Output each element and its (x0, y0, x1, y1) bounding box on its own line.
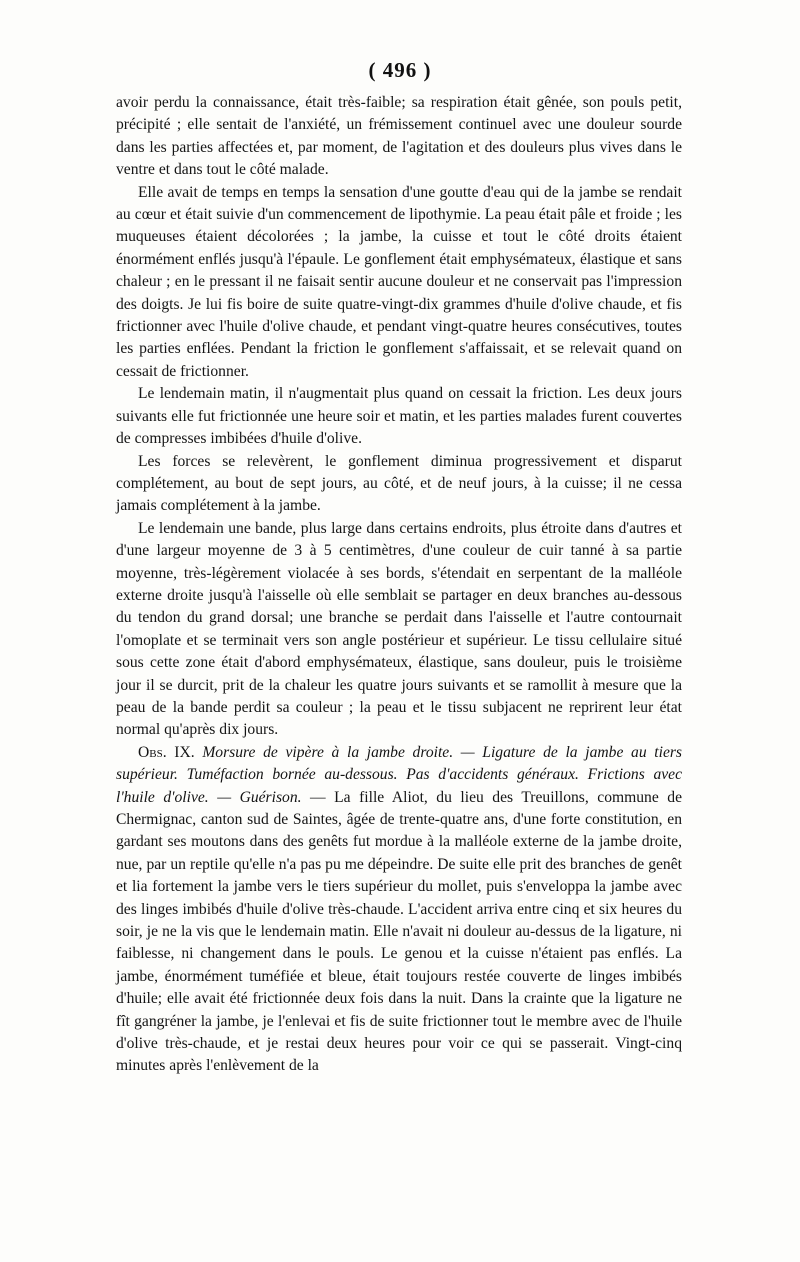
observation-label: Obs. IX. (138, 743, 195, 761)
paragraph-band: Le lendemain une bande, plus large dans certains endroits, plus étroite dans d'autres et d'une largeur moyenne de 3 à 5 centimètres, d'une couleur de cuir tanné à sa partie moyenne, très-légèrement violacée à ses bords, s'étendait en serpentant de la malléole externe droite jusqu'à l'aisselle où elle semblait se partager en deux branches au-dessous du tendon du grand dorsal; une branche se perdait dans l'aisselle et l'autre contournait l'omoplate et se terminait vers son angle postérieur et supérieur. Le tissu cellulaire situé sous cette zone était d'abord emphysémateux, élastique, sans douleur, puis le troisième jour il se durcit, prit de la chaleur les quatre jours suivants et se ramollit à mesure que la peau de la bande perdit sa couleur ; la peau et le tissu subjacent ne reprirent leur état normal qu'après dix jours. (116, 519, 682, 739)
body-text (116, 92, 682, 1078)
observation-text: — La fille Aliot, du lieu des Treuillons, commune de Chermignac, canton sud de Saintes, âgée de trente-quatre ans, d'une forte constitution, en gardant ses moutons dans des genêts fut mordue à la malléole externe de la jambe droite, nue, par un reptile qu'elle n'a pas pu me dépeindre. De suite elle prit des branches de genêt et lia fortement la jambe vers le tiers supérieur du mollet, puis s'enveloppa la jambe avec des linges imbibés d'huile d'olive très-chaude. L'accident arriva entre cinq et six heures du soir, je ne la vis que le lendemain matin. Elle n'avait ni douleur au-dessus de la ligature, ni faiblesse, ni changement dans le pouls. Le genou et la cuisse n'étaient pas enflés. La jambe, énormément tuméfiée et bleue, était toujours restée couverte de linges imbibés d'huile; elle avait été frictionnée deux fois dans la nuit. Dans la crainte que la ligature ne fît gangréner la jambe, je l'enlevai et fis de suite frictionner tout le membre avec de l'huile d'olive très-chaude, et je restai deux heures pour voir ce qui se passerait. Vingt-cinq minutes après l'enlèvement de la (116, 788, 682, 1075)
page-number: ( 496 ) (368, 58, 432, 82)
observation-paragraph (116, 742, 682, 1078)
paragraph-next-morning: Le lendemain matin, il n'augmentait plus quand on cessait la friction. Les deux jours suivants elle fut frictionnée une heure soir et matin, et les parties malades furent couvertes de compresses imbibées d'huile d'olive. (116, 385, 682, 448)
paragraph-symptoms: Elle avait de temps en temps la sensation d'une goutte d'eau qui de la jambe se rendait au cœur et était suivie d'un commencement de lipothymie. La peau était pâle et froide ; les muqueuses étaient décolorées ; la jambe, la cuisse et tout le côté droits étaient énormément enflés jusqu'à l'épaule. Le gonflement était emphysémateux, élastique et sans chaleur ; en le pressant il ne faisait sentir aucune douleur et ne conservait pas l'impression des doigts. Je lui fis boire de suite quatre-vingt-dix grammes d'huile d'olive chaude, et fis frictionner avec l'huile d'olive chaude, et pendant vingt-quatre heures consécutives, toutes les parties enflées. Pendant la friction le gonflement s'affaissait, et se relevait quand on cessait de frictionner. (116, 183, 682, 380)
paragraph-continued: avoir perdu la connaissance, était très-faible; sa respiration était gênée, son pouls petit, précipité ; elle sentait de l'anxiété, un frémissement continuel avec une douleur sourde dans les parties affectées et, par moment, de l'agitation et des douleurs plus vives dans le ventre et dans tout le côté malade. (116, 94, 682, 179)
observation-title: Morsure de vipère à la jambe droite. — Ligature de la jambe au tiers supérieur. Tuméfaction bornée au-dessous. Pas d'accidents généraux. Frictions avec l'huile d'olive. — Guérison. (116, 743, 683, 806)
paragraph-recovery: Les forces se relevèrent, le gonflement diminua progressivement et disparut complétement, au bout de sept jours, au côté, et de neuf jours, à la cuisse; il ne cessa jamais complétement à la jambe. (116, 452, 682, 515)
